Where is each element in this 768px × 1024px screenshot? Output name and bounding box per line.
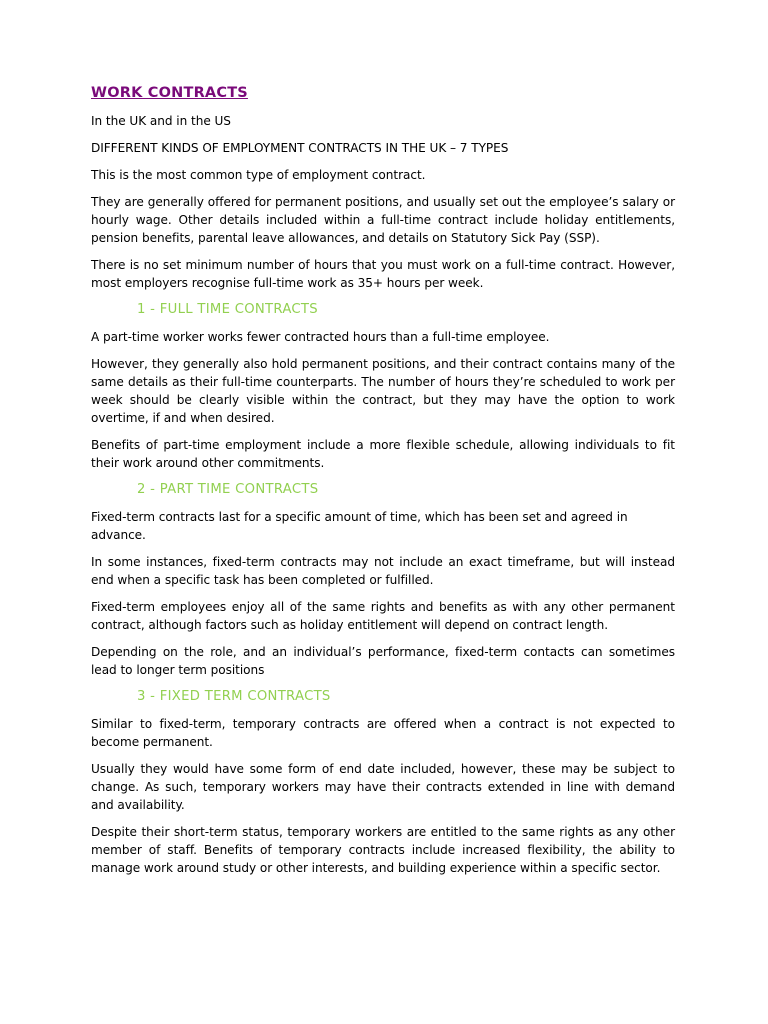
paragraph: Depending on the role, and an individual’s performance, fixed-term contacts can sometimes lead to longer term positions [91, 645, 675, 677]
paragraph: Fixed-term contracts last for a specific amount of time, which has been set and agreed in advance. [91, 510, 628, 542]
paragraph: There is no set minimum number of hours that you must work on a full-time contract. However, most employers recognise full-time work as 35+ hours per week. [91, 258, 675, 290]
section-heading-part-time: 2 - PART TIME CONTRACTS [137, 482, 319, 497]
paragraph: Fixed-term employees enjoy all of the same rights and benefits as with any other permanent contract, although factors such as holiday entitlement will depend on contract length. [91, 600, 675, 632]
paragraph: Usually they would have some form of end date included, however, these may be subject to change. As such, temporary workers may have their contracts extended in line with demand and availability. [91, 762, 675, 812]
paragraph: A part-time worker works fewer contracted hours than a full-time employee. [91, 330, 550, 344]
paragraph: Similar to fixed-term, temporary contracts are offered when a contract is not expected to become permanent. [91, 717, 675, 749]
paragraph: In some instances, fixed-term contracts may not include an exact timeframe, but will instead end when a specific task has been completed or fulfilled. [91, 555, 675, 587]
paragraph: This is the most common type of employment contract. [91, 168, 426, 182]
paragraph: However, they generally also hold permanent positions, and their contract contains many of the same details as their full-time counterparts. The number of hours they’re scheduled to work per week should be clearly visible within the contract, but they may have the option to work overtime, if and when desired. [91, 357, 675, 425]
intro-heading: DIFFERENT KINDS OF EMPLOYMENT CONTRACTS IN THE UK – 7 TYPES [91, 141, 509, 155]
section-heading-full-time: 1 - FULL TIME CONTRACTS [137, 302, 318, 317]
document-title: WORK CONTRACTS [91, 85, 248, 101]
document-subtitle: In the UK and in the US [91, 114, 231, 128]
paragraph: They are generally offered for permanent positions, and usually set out the employee’s salary or hourly wage. Other details included within a full-time contract include holiday entitlements, pension benefits, parental leave allowances, and details on Statutory Sick Pay (SSP). [91, 195, 675, 245]
paragraph: Benefits of part-time employment include a more flexible schedule, allowing individuals to fit their work around other commitments. [91, 438, 675, 470]
section-heading-fixed-term: 3 - FIXED TERM CONTRACTS [137, 689, 331, 704]
document-page [91, 84, 675, 886]
paragraph: Despite their short-term status, temporary workers are entitled to the same rights as any other member of staff. Benefits of temporary contracts include increased flexibility, the ability to manage work around study or other interests, and building experience within a specific sector. [91, 825, 675, 875]
